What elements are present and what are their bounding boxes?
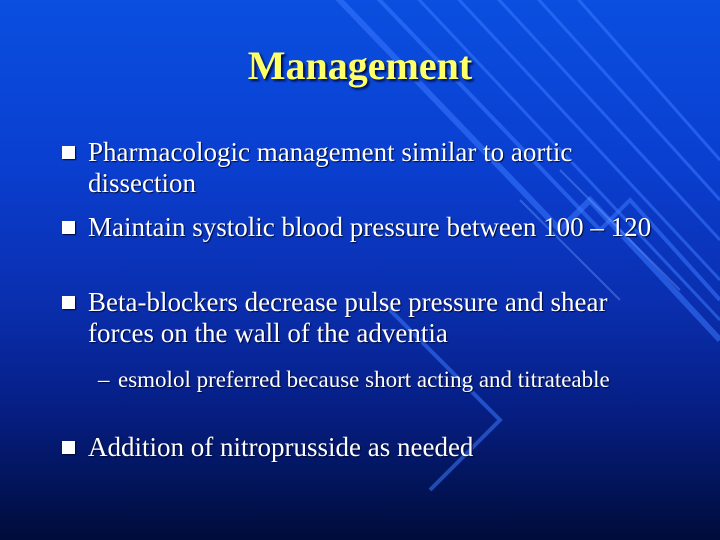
sub-bullet-text: esmolol preferred because short acting and titrateable	[118, 367, 610, 392]
square-bullet-icon	[62, 146, 75, 159]
bullet-item	[62, 137, 672, 199]
bullet-item	[62, 212, 672, 243]
square-bullet-icon	[62, 296, 75, 309]
bullet-text: Addition of nitroprusside as needed	[88, 432, 474, 462]
bullet-text: Beta-blockers decrease pulse pressure and shear forces on the wall of the adventia	[88, 287, 608, 348]
dash-bullet: –	[98, 367, 110, 392]
square-bullet-icon	[62, 441, 75, 454]
slide-title: Management	[247, 43, 473, 88]
bullet-text: Maintain systolic blood pressure between 100 – 120	[88, 212, 652, 242]
bullet-text: Pharmacologic management similar to aortic dissection	[88, 137, 573, 198]
bullet-item	[62, 432, 672, 463]
sub-bullet-item	[98, 367, 618, 392]
square-bullet-icon	[62, 221, 75, 234]
bullet-item	[62, 287, 672, 349]
